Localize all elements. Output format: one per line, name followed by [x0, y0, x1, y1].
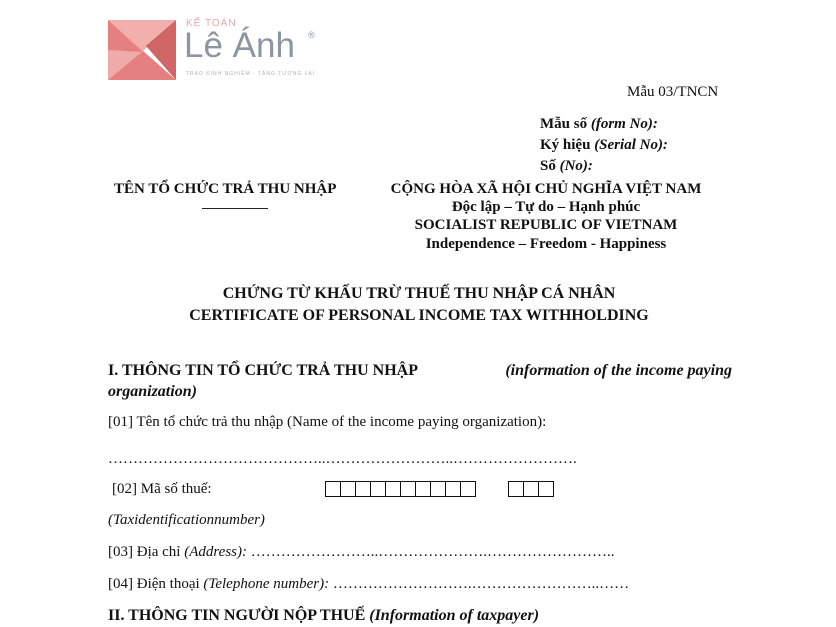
- form-code: Mẫu 03/TNCN: [627, 84, 719, 100]
- field-01-label: [01] Tên tổ chức trả thu nhập (Name of the income paying organization):: [108, 414, 547, 430]
- number-line: [540, 158, 593, 175]
- tax-id-digit-box[interactable]: [325, 481, 341, 497]
- field-03-value-dots[interactable]: ……………………..………………….……………………..: [250, 544, 615, 560]
- section1-heading-en-cont: organization): [108, 383, 197, 400]
- tax-id-digit-box[interactable]: [508, 481, 524, 497]
- field-04-label: [04] Điện thoại: [108, 576, 200, 592]
- org-name-label: TÊN TỔ CHỨC TRẢ THU NHẬP: [114, 181, 337, 197]
- title-en: CERTIFICATE OF PERSONAL INCOME TAX WITHHOLDING: [189, 307, 649, 324]
- country-vi: CỘNG HÒA XÃ HỘI CHỦ NGHĨA VIỆT NAM: [390, 181, 702, 197]
- section2-heading-en: (Information of taxpayer): [369, 607, 540, 624]
- serial-no-line: [540, 137, 668, 154]
- field-01-value-dots[interactable]: ……………………………………..……………………..…………………….: [108, 451, 577, 467]
- field-03-en: (Address):: [184, 544, 247, 560]
- org-name-underline: [202, 208, 268, 209]
- field-04: [108, 576, 629, 593]
- tax-id-digit-box[interactable]: [445, 481, 461, 497]
- field-03-label: [03] Địa chỉ: [108, 544, 181, 560]
- motto-vi: Độc lập – Tự do – Hạnh phúc: [451, 199, 641, 215]
- section1-heading: [108, 362, 732, 380]
- section2-heading-vi: II. THÔNG TIN NGƯỜI NỘP THUẾ: [108, 607, 366, 624]
- logo-mark-icon: [106, 16, 178, 82]
- section1-heading-en: (information of the income paying: [505, 362, 732, 379]
- tax-id-main-boxes[interactable]: [325, 481, 475, 497]
- serial-no-en: (Serial No):: [594, 137, 668, 153]
- field-03: [108, 544, 615, 561]
- tax-id-digit-box[interactable]: [400, 481, 416, 497]
- serial-no-label: Ký hiệu: [540, 137, 591, 153]
- motto-en: Independence – Freedom - Happiness: [425, 236, 667, 252]
- tax-id-branch-boxes[interactable]: [508, 481, 553, 497]
- company-logo: [106, 16, 336, 86]
- tax-id-digit-box[interactable]: [370, 481, 386, 497]
- tax-id-digit-box[interactable]: [538, 481, 554, 497]
- field-02-label: [02] Mã số thuế:: [112, 481, 212, 497]
- number-label: Số: [540, 158, 556, 174]
- tax-id-digit-box[interactable]: [355, 481, 371, 497]
- tax-id-digit-box[interactable]: [340, 481, 356, 497]
- field-04-en: (Telephone number):: [203, 576, 330, 592]
- country-en: SOCIALIST REPUBLIC OF VIETNAM: [414, 217, 678, 233]
- title-vi: CHỨNG TỪ KHẤU TRỪ THUẾ THU NHẬP CÁ NHÂN: [222, 285, 616, 302]
- form-no-en: (form No):: [590, 116, 658, 132]
- form-no-label: Mẫu số: [540, 116, 588, 132]
- tax-id-digit-box[interactable]: [415, 481, 431, 497]
- section1-heading-vi: I. THÔNG TIN TỔ CHỨC TRẢ THU NHẬP: [108, 362, 418, 379]
- logo-tagline: TRAO KINH NGHIỆM - TẶNG TƯƠNG LAI: [186, 71, 316, 77]
- form-no-line: [540, 116, 658, 133]
- section2-heading: [108, 607, 539, 625]
- logo-top-text: KẾ TOÁN: [186, 18, 237, 29]
- field-02-en: (Taxidentificationnumber): [108, 512, 265, 528]
- tax-id-digit-box[interactable]: [523, 481, 539, 497]
- field-04-value-dots[interactable]: ……………………….……………………..……: [332, 576, 630, 592]
- tax-id-digit-box[interactable]: [385, 481, 401, 497]
- logo-main-text: Lê Ánh: [184, 26, 295, 65]
- tax-id-digit-box[interactable]: [460, 481, 476, 497]
- tax-id-digit-box[interactable]: [430, 481, 446, 497]
- number-en: (No):: [559, 158, 593, 174]
- logo-registered-mark: ®: [308, 30, 315, 40]
